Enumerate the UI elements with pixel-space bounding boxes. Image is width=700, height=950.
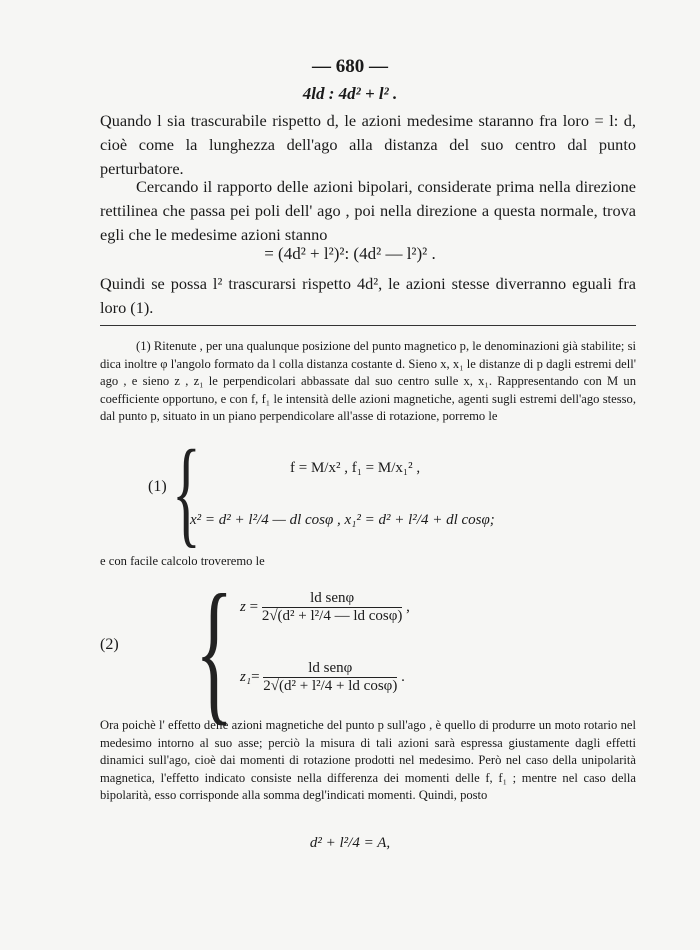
eq2-z1-den: 2√(d² + l²/4 + ld cosφ) xyxy=(263,678,398,694)
eq2-z1-num: ld senφ xyxy=(263,660,397,678)
eq2-z1: z₁= $\frac{\text{ld senφ}}{\text{2√(d² + l²/4 + ld cosφ)}}$ . xyxy=(240,660,405,694)
formula-mid: = (4d² + l²)²: (4d² — l²)² . xyxy=(264,244,436,263)
eq2-z: z = $\frac{\text{ld senφ}}{\text{2√(d² + l²/4 — ld cosφ)}}$ , xyxy=(240,590,410,624)
eq1-brace: { xyxy=(172,425,201,558)
footnote-rule xyxy=(100,325,636,326)
eq1-line2: x² = d² + l²/4 — dl cosφ , x₁² = d² + l²/4 + dl cosφ; xyxy=(190,512,495,528)
paragraph-2: Cercando il rapporto delle azioni bipolari, considerate prima nella direzione rettilinea che passa pei poli dell' ago , poi nella direzione a questa normale, trova egli che le medesime azioni stanno xyxy=(100,177,636,244)
footnote: (1) Ritenute , per una qualunque posizione del punto magnetico p, le denominazioni già stabilite; si dica inoltre φ l'angolo formato da l colla distanza costante d. Sieno x, x₁ le distanze di p dagli estremi dell' ago , e sieno z , z₁ le perpendicolari abbassate dal suo centro sulle x, x₁. Rappresentando con M un coefficiente opportuno, e con f, f₁ le intensità delle azioni magnetiche, agenti sugli estremi dell'ago stesso, dal punto p, situato in un piano perpendicolare all'asse di rotazione, porremo le xyxy=(100,339,636,424)
formula-top: 4ld : 4d² + l² . xyxy=(302,84,398,103)
formula-end: d² + l²/4 = A, xyxy=(309,835,391,851)
paragraph-1: Quando l sia trascurabile rispetto d, le azioni medesime staranno fra loro = l: d, cioè come la lunghezza dell'ago alla distanza del suo centro dal punto perturbatore. xyxy=(100,111,636,178)
paragraph-4: Ora poichè l' effetto delle azioni magnetiche del punto p sull'ago , è quello di produrre un moto rotario nel medesimo intorno al suo asse; perciò la misura di tali azioni sarà espressa giustamente dagli effetti dinamici sull'ago, cioè dai momenti di rotazione prodotti nel medesimo. Però nel caso della unipolarità magnetica, l'effetto indicato consiste nella differenza dei momenti delle f, f₁ ; mentre nel caso della bipolarità, esso corrisponde alla somma degl'indicati momenti. Quindi, posto xyxy=(100,718,636,803)
eq2-z-num: ld senφ xyxy=(262,590,403,608)
eq1-label: (1) xyxy=(148,478,167,495)
eq2-brace: { xyxy=(195,561,234,739)
eq1-line1: f = M/x² , f₁ = M/x₁² , xyxy=(290,460,421,476)
page-number: — 680 — xyxy=(312,56,388,77)
eq2-z-den: 2√(d² + l²/4 — ld cosφ) xyxy=(261,608,403,624)
between-text: e con facile calcolo troveremo le xyxy=(100,554,265,568)
eq2-label: (2) xyxy=(100,636,119,653)
paragraph-3: Quindi se possa l² trascurarsi rispetto 4d², le azioni stesse diverranno eguali fra loro (1). xyxy=(100,274,636,317)
